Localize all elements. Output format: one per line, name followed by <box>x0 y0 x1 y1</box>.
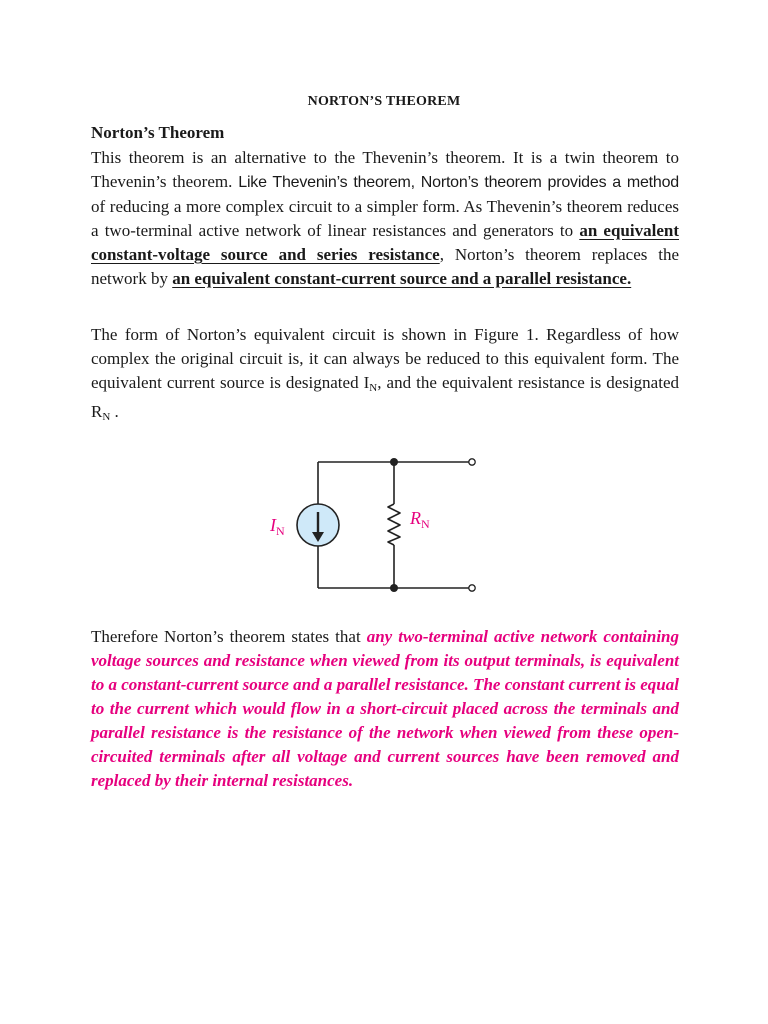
intro-text-3: of reducing a more complex circuit to a simpler form. As Thevenin’s theorem reduces a two-terminal active network of linear resistances and generators to <box>91 197 679 240</box>
terminal-top <box>469 459 475 465</box>
current-source-icon <box>297 504 339 546</box>
form-sub-2: N <box>102 411 111 423</box>
terminal-bottom <box>469 585 475 591</box>
form-text-3: . <box>110 402 119 421</box>
form-paragraph <box>91 323 679 429</box>
resistor-icon <box>388 504 400 545</box>
emphasis-voltage-source: an equivalent constant-voltage source and series resistance <box>91 221 679 264</box>
form-sub-1: N <box>369 382 378 394</box>
form-text-1: The form of Norton’s equivalent circuit is shown in Figure 1. Regardless of how complex the original circuit is, it can always be reduced to this equivalent form. The equivalent current source is designated I <box>91 325 679 392</box>
theorem-statement <box>91 625 679 793</box>
intro-text-4: , Norton’s theorem replaces the network by <box>91 245 679 288</box>
form-text-2: , and the equivalent resistance is designated R <box>91 373 679 421</box>
emphasis-current-source: an equivalent constant-current source and a parallel resistance. <box>172 269 632 288</box>
source-label: $I_N$ <box>270 515 285 538</box>
norton-circuit-figure <box>258 452 488 602</box>
intro-text-1: This theorem is an alternative to the Thevenin’s theorem. It is a twin theorem to Thevenin’s theorem. <box>91 148 679 191</box>
section-heading: Norton’s Theorem <box>91 123 225 142</box>
statement-lead: Therefore Norton’s theorem states that <box>91 627 367 646</box>
junction-dot-bottom <box>390 584 398 592</box>
statement-highlight: any two-terminal active network containing voltage sources and resistance when viewed from its output terminals, is equivalent to a constant-current source and a parallel resistance. The constant current is equal to the current which would flow in a short-circuit placed across the terminals and parallel resistance is the resistance of the network when viewed from these open-circuited terminals after all voltage and current sources have been removed and replaced by their internal resistances. <box>91 627 679 790</box>
circuit-svg <box>258 452 488 602</box>
intro-text-2: Like Thevenin’s theorem, Norton’s theorem provides a method <box>238 174 679 191</box>
main-content <box>91 120 679 429</box>
resistor-label: $R_N$ <box>410 508 430 531</box>
page-title: NORTON’S THEOREM <box>307 94 461 109</box>
junction-dot-top <box>390 458 398 466</box>
intro-paragraph <box>91 146 679 291</box>
